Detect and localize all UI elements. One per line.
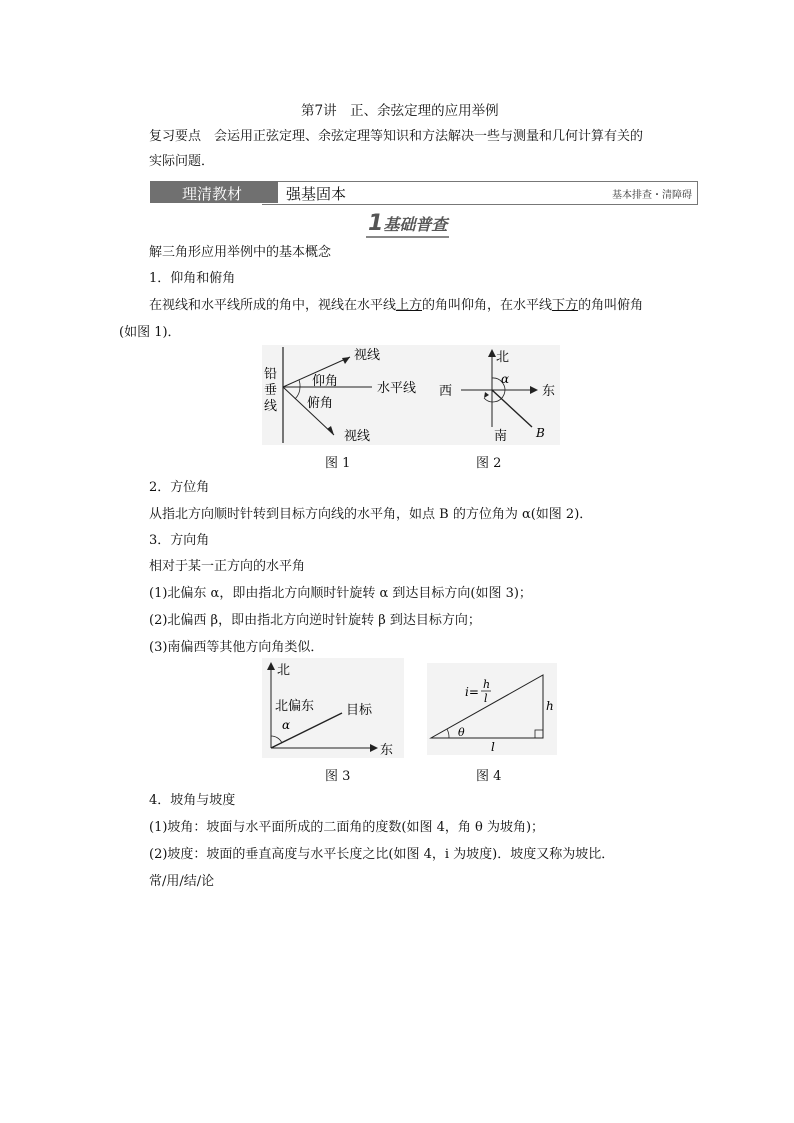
p1-underline-below: 下方 <box>552 298 579 313</box>
fraction-denominator: l <box>484 692 488 705</box>
common-conclusions: 常/用/结/论 <box>149 874 215 889</box>
depression-angle-label: 俯角 <box>307 396 334 411</box>
subsection-heading <box>366 211 449 238</box>
banner-label-middle: 强基固本 <box>286 185 347 203</box>
section-banner <box>150 181 698 203</box>
review-points-line1: 复习要点 会运用正弦定理、余弦定理等知识和方法解决一些与测量和几何计算有关的 <box>149 129 644 144</box>
p1-text-a: 在视线和水平线所成的角中，视线在水平线 <box>149 298 397 313</box>
figure-4 <box>427 663 557 755</box>
north-label: 北 <box>496 350 510 365</box>
subsection-label: 基础普查 <box>383 215 448 234</box>
east-label: 东 <box>542 384 556 399</box>
paragraph-1-line2: (如图 1)． <box>119 325 181 340</box>
alpha-label: α <box>282 718 291 732</box>
banner-wedge <box>262 181 278 203</box>
figure-1-caption: 图 1 <box>325 456 351 471</box>
p1-underline-above: 上方 <box>396 298 423 313</box>
banner-dark-bar <box>150 181 278 203</box>
paragraph-1-line1 <box>149 298 643 314</box>
page-title: 第7讲 正、余弦定理的应用举例 <box>301 103 499 119</box>
length-label: l <box>491 740 495 754</box>
heading-3: 3．方向角 <box>149 533 210 548</box>
vertical-label-3: 线 <box>264 399 278 414</box>
paragraph-3: 相对于某一正方向的水平角 <box>149 559 306 574</box>
west-label: 西 <box>439 384 453 399</box>
south-label: 南 <box>494 429 508 444</box>
elevation-angle-label: 仰角 <box>312 374 339 389</box>
banner-label-left: 理清教材 <box>182 185 243 203</box>
review-points-line2: 实际问题． <box>149 154 215 169</box>
paragraph-3-item-2: (2)北偏西 β，即由指北方向逆时针旋转 β 到达目标方向； <box>149 613 481 628</box>
heading-1: 1．仰角和俯角 <box>149 271 236 286</box>
figure-3-caption: 图 3 <box>325 769 351 784</box>
figure-2-caption: 图 2 <box>476 456 502 471</box>
intro-line: 解三角形应用举例中的基本概念 <box>149 245 332 260</box>
figure-2 <box>436 345 560 445</box>
heading-4: 4．坡角与坡度 <box>149 793 236 808</box>
figure-3 <box>262 658 404 758</box>
p1-text-c: 的角叫俯角 <box>578 298 644 313</box>
east-label: 东 <box>380 743 394 758</box>
subsection-number: 1 <box>368 211 384 236</box>
heading-2: 2．方位角 <box>149 480 210 495</box>
lower-sight-label: 视线 <box>344 429 371 444</box>
horizontal-line-label: 水平线 <box>377 381 417 396</box>
vertical-label-2: 垂 <box>264 383 278 398</box>
point-b-label: B <box>536 426 545 440</box>
target-label: 目标 <box>346 703 373 718</box>
figure-1 <box>262 345 440 445</box>
paragraph-4-item-2: (2)坡度：坡面的垂直高度与水平长度之比(如图 4，i 为坡度)．坡度又称为坡比． <box>149 847 615 862</box>
slope-i-label: i= <box>465 685 479 699</box>
height-label: h <box>546 699 554 713</box>
upper-sight-label: 视线 <box>354 348 381 363</box>
paragraph-3-item-1: (1)北偏东 α，即由指北方向顺时针旋转 α 到达目标方向(如图 3)； <box>149 586 532 601</box>
p1-text-b: 的角叫仰角，在水平线 <box>422 298 553 313</box>
paragraph-4-item-1: (1)坡角：坡面与水平面所成的二面角的度数(如图 4，角 θ 为坡角)； <box>149 820 545 835</box>
theta-label: θ <box>458 726 465 739</box>
vertical-label-1: 铅 <box>264 367 278 382</box>
banner-label-right: 基本排查・清障碍 <box>612 190 692 201</box>
figure-4-caption: 图 4 <box>476 769 502 784</box>
paragraph-3-item-3: (3)南偏西等其他方向角类似． <box>149 640 324 655</box>
alpha-label: α <box>501 372 510 386</box>
fraction-numerator: h <box>483 678 491 691</box>
north-label: 北 <box>277 663 291 678</box>
paragraph-2: 从指北方向顺时针转到目标方向线的水平角，如点 B 的方位角为 α(如图 2)． <box>149 507 593 522</box>
north-east-label: 北偏东 <box>275 699 315 714</box>
